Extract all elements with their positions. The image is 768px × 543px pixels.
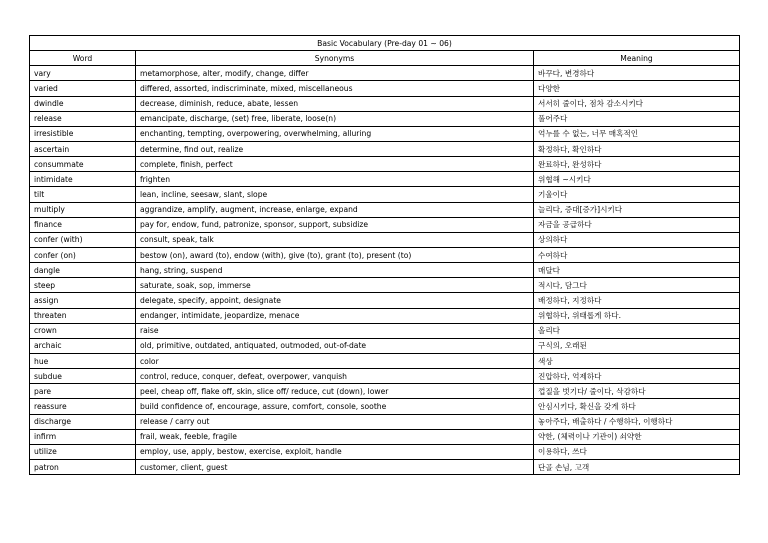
table-row [30,278,740,293]
cell-meaning: 바꾸다, 변경하다 [534,66,740,81]
cell-synonyms: peel, cheap off, flake off, skin, slice off/ reduce, cut (down), lower [136,384,534,399]
cell-word: varied [30,81,136,96]
cell-synonyms: frail, weak, feeble, fragile [136,429,534,444]
table-title: Basic Vocabulary (Pre-day 01 ~ 06) [30,36,740,51]
cell-synonyms: build confidence of, encourage, assure, comfort, console, soothe [136,399,534,414]
table-row [30,66,740,81]
cell-meaning: 이용하다, 쓰다 [534,444,740,459]
cell-word: dangle [30,263,136,278]
cell-word: release [30,111,136,126]
cell-meaning: 껍질을 벗기다/ 줄이다, 삭감하다 [534,384,740,399]
cell-word: infirm [30,429,136,444]
cell-word: confer (on) [30,247,136,262]
table-row [30,157,740,172]
cell-synonyms: frighten [136,172,534,187]
table-row [30,217,740,232]
table-body [30,66,740,475]
cell-meaning: 단골 손님, 고객 [534,459,740,474]
cell-word: patron [30,459,136,474]
cell-synonyms: customer, client, guest [136,459,534,474]
table-row [30,369,740,384]
cell-meaning: 다양한 [534,81,740,96]
cell-meaning: 안심시키다, 확신을 갖게 하다 [534,399,740,414]
table-row [30,187,740,202]
table-row [30,308,740,323]
table-row [30,263,740,278]
table-row [30,399,740,414]
table-row [30,384,740,399]
cell-meaning: 자금을 공급하다 [534,217,740,232]
cell-synonyms: consult, speak, talk [136,232,534,247]
cell-meaning: 풀어주다 [534,111,740,126]
table-row [30,338,740,353]
cell-word: assign [30,293,136,308]
cell-synonyms: control, reduce, conquer, defeat, overpower, vanquish [136,369,534,384]
cell-word: intimidate [30,172,136,187]
cell-word: confer (with) [30,232,136,247]
header-row [30,51,740,66]
cell-meaning: 위협해 ~시키다 [534,172,740,187]
cell-word: vary [30,66,136,81]
table-row [30,111,740,126]
table-row [30,126,740,141]
cell-synonyms: complete, finish, perfect [136,157,534,172]
cell-word: discharge [30,414,136,429]
cell-meaning: 위협하다, 위태롭게 하다. [534,308,740,323]
cell-word: hue [30,353,136,368]
cell-synonyms: lean, incline, seesaw, slant, slope [136,187,534,202]
cell-meaning: 기울이다 [534,187,740,202]
cell-meaning: 진압하다, 억제하다 [534,369,740,384]
cell-meaning: 상의하다 [534,232,740,247]
cell-meaning: 확정하다, 확인하다 [534,141,740,156]
cell-meaning: 배정하다, 지정하다 [534,293,740,308]
cell-synonyms: color [136,353,534,368]
table-row [30,202,740,217]
cell-synonyms: raise [136,323,534,338]
cell-meaning: 억누를 수 없는, 너무 매혹적인 [534,126,740,141]
cell-word: crown [30,323,136,338]
header-synonyms: Synonyms [136,51,534,66]
cell-synonyms: decrease, diminish, reduce, abate, lessen [136,96,534,111]
cell-synonyms: saturate, soak, sop, immerse [136,278,534,293]
cell-word: consummate [30,157,136,172]
table-row [30,96,740,111]
header-meaning: Meaning [534,51,740,66]
cell-synonyms: old, primitive, outdated, antiquated, outmoded, out-of-date [136,338,534,353]
cell-synonyms: differed, assorted, indiscriminate, mixed, miscellaneous [136,81,534,96]
cell-meaning: 수여하다 [534,247,740,262]
cell-word: multiply [30,202,136,217]
cell-meaning: 구식의, 오래된 [534,338,740,353]
cell-word: ascertain [30,141,136,156]
cell-meaning: 놓아주다, 배출하다 / 수행하다, 이행하다 [534,414,740,429]
cell-synonyms: bestow (on), award (to), endow (with), give (to), grant (to), present (to) [136,247,534,262]
title-row [30,36,740,51]
table-row [30,323,740,338]
cell-word: archaic [30,338,136,353]
table-row [30,293,740,308]
table-row [30,444,740,459]
table-row [30,172,740,187]
cell-word: pare [30,384,136,399]
vocabulary-table [29,35,740,475]
cell-meaning: 색상 [534,353,740,368]
table-row [30,353,740,368]
table-row [30,81,740,96]
header-word: Word [30,51,136,66]
table-row [30,459,740,474]
table-row [30,141,740,156]
cell-synonyms: endanger, intimidate, jeopardize, menace [136,308,534,323]
cell-word: dwindle [30,96,136,111]
cell-synonyms: aggrandize, amplify, augment, increase, enlarge, expand [136,202,534,217]
cell-synonyms: release / carry out [136,414,534,429]
cell-word: threaten [30,308,136,323]
cell-word: tilt [30,187,136,202]
cell-synonyms: hang, string, suspend [136,263,534,278]
cell-meaning: 적시다, 담그다 [534,278,740,293]
table-row [30,247,740,262]
cell-meaning: 매달다 [534,263,740,278]
cell-synonyms: enchanting, tempting, overpowering, overwhelming, alluring [136,126,534,141]
cell-synonyms: emancipate, discharge, (set) free, liberate, loose(n) [136,111,534,126]
cell-word: utilize [30,444,136,459]
cell-synonyms: pay for, endow, fund, patronize, sponsor, support, subsidize [136,217,534,232]
cell-meaning: 서서히 줄이다, 점차 감소시키다 [534,96,740,111]
cell-synonyms: metamorphose, alter, modify, change, differ [136,66,534,81]
cell-word: subdue [30,369,136,384]
cell-word: irresistible [30,126,136,141]
cell-word: reassure [30,399,136,414]
cell-synonyms: delegate, specify, appoint, designate [136,293,534,308]
cell-word: steep [30,278,136,293]
cell-meaning: 늘리다, 증대[증가]시키다 [534,202,740,217]
table-row [30,232,740,247]
table-row [30,414,740,429]
cell-synonyms: employ, use, apply, bestow, exercise, exploit, handle [136,444,534,459]
cell-meaning: 약한, (체력이나 기관이) 쇠약한 [534,429,740,444]
table-row [30,429,740,444]
cell-meaning: 올리다 [534,323,740,338]
cell-word: finance [30,217,136,232]
cell-synonyms: determine, find out, realize [136,141,534,156]
cell-meaning: 완료하다, 완성하다 [534,157,740,172]
